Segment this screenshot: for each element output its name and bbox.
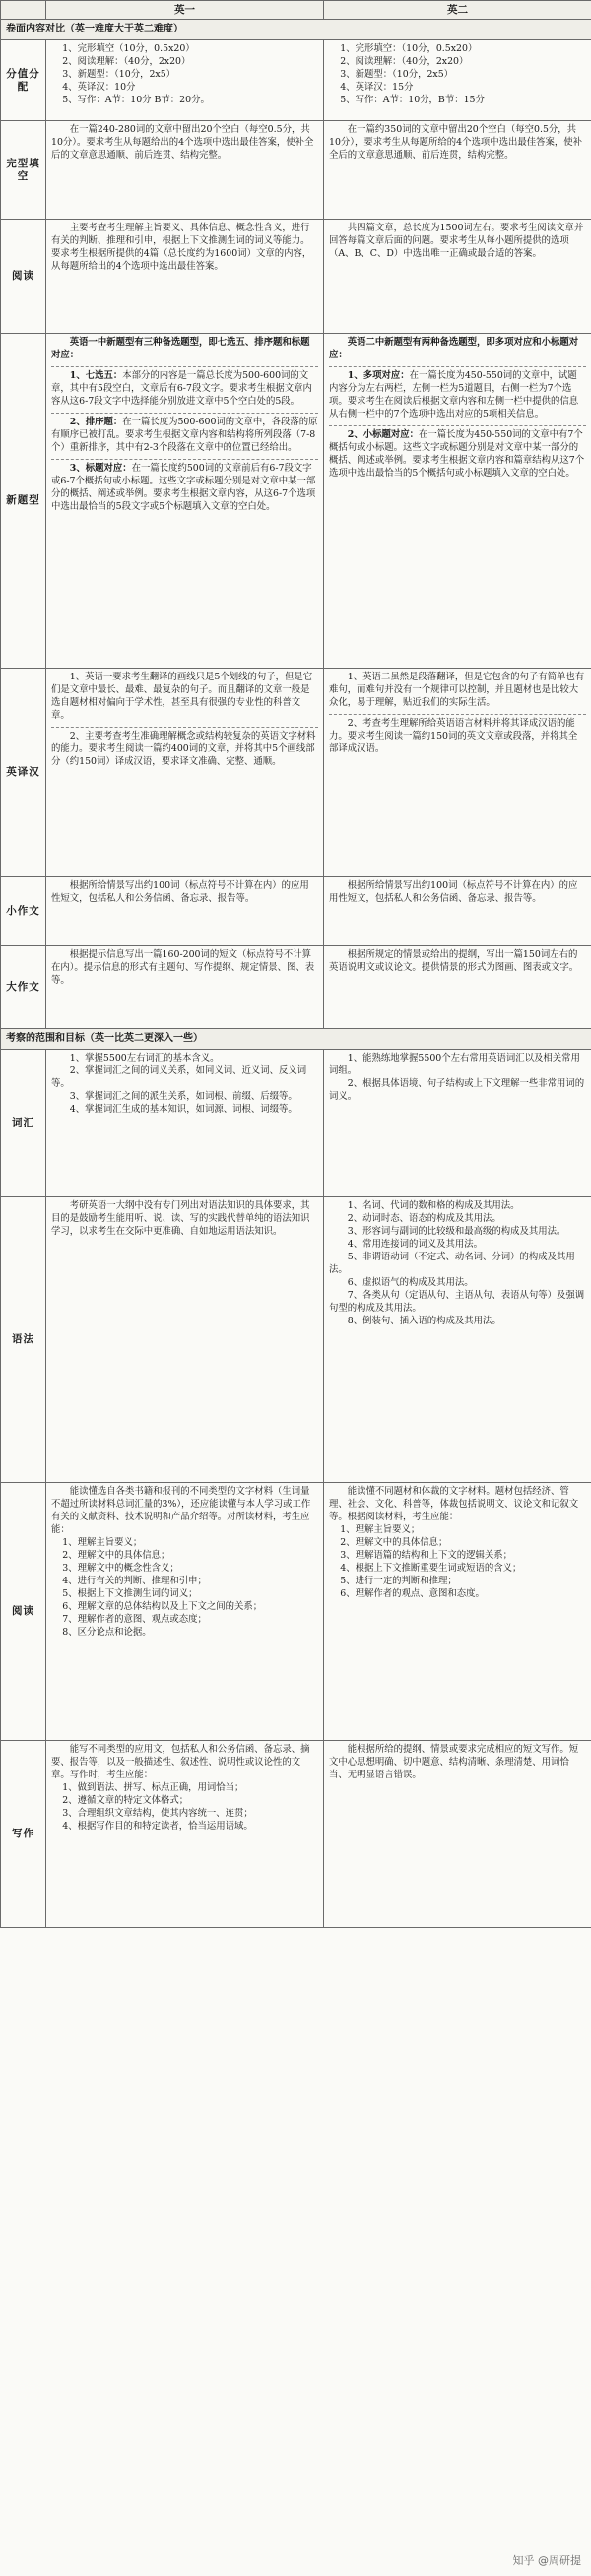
paragraph: 考研英语一大纲中没有专门列出对语法知识的具体要求，其目的是鼓励考生能用听、说、读、写的实践代替单纯的语法知识学习，以求考生在交际中更准确、自如地运用语法知识。 xyxy=(51,1200,310,1238)
small-essay-eng1 xyxy=(46,877,324,946)
paragraph: 共四篇文章，总长度为1500词左右。要求考生阅读文章并回答每篇文章后面的问题。要求考生从每小题所提供的选项（A、B、C、D）中选出唯一正确或最合适的答案。 xyxy=(329,223,584,260)
row-grammar xyxy=(1,1197,591,1483)
section-title-content: 卷面内容对比（英一难度大于英二难度） xyxy=(1,20,591,40)
paragraph: 能读懂不同题材和体裁的文字材料。题材包括经济、管理、社会、文化、科普等，体裁包括说明文、议论文和记叙文等。根据阅读材料，考生应能： xyxy=(329,1486,579,1523)
label-reading: 阅读 xyxy=(1,220,46,334)
paragraph: 根据所给情景写出约100词（标点符号不计算在内）的应用性短文，包括私人和公务信函、备忘录、报告等。 xyxy=(329,880,578,905)
grammar-eng2 xyxy=(324,1197,591,1483)
paragraph: 能根据所给的提纲、情景或要求完成相应的短文写作。短文中心思想明确、切中题意、结构清晰、条理清楚、用词恰当、无明显语言错误。 xyxy=(329,1744,579,1781)
list-item: 8、区分论点和论据。 xyxy=(62,1626,152,1638)
list-item: 3、理解语篇的结构和上下文的逻辑关系； xyxy=(340,1549,512,1561)
paragraph: 1、英语二虽然是段落翻译，但是它包含的句子有简单也有难句，而难句并没有一个规律可以控制，并且题材也是比较大众化，易于理解，贴近我们的实际生活。 xyxy=(329,672,585,709)
paragraph: 在一篇长度为450-550词的文章中，试题内容分为左右两栏，左侧一栏为5道题目，右侧一栏为7个选项。要求考生在阅读后根据文章内容和左侧一栏中提供的信息从右侧一栏中的7个选项中选出对应的5项相关信息。 xyxy=(329,370,579,420)
big-essay-eng1 xyxy=(46,946,324,1029)
paragraph: 在一篇长度约500词的文章前后有6-7段文字或6-7个概括句或小标题。这些文字或标题分别是对文章中某一部分的概括、阐述或举例。要求考生根据文章内容，从这6-7个选项中选出最恰当的5段文字或5个标题填入文章的空白处。 xyxy=(51,463,316,512)
list-item: 7、各类从句（定语从句、主语从句、表语从句等）及强调句型的构成及其用法。 xyxy=(329,1289,585,1314)
label-grammar: 语法 xyxy=(1,1197,46,1483)
reading-scope-eng1 xyxy=(46,1483,324,1741)
row-translation xyxy=(1,669,591,877)
new-type-eng1 xyxy=(46,334,324,669)
vocab-eng2 xyxy=(324,1050,591,1197)
paragraph: 2、主要考查考生准确理解概念或结构较复杂的英语文字材料的能力。要求考生阅读一篇约400词的文章，并将其中5个画线部分（约150词）译成汉语，要求译文准确、完整、通顺。 xyxy=(51,731,316,768)
eng1-header: 英一 xyxy=(46,1,324,20)
list-item: 8、倒装句、插入语的构成及其用法。 xyxy=(347,1315,501,1326)
row-cloze xyxy=(1,121,591,220)
new-type-eng2 xyxy=(324,334,591,669)
row-writing-scope xyxy=(1,1741,591,1928)
list-item: 3、理解文中的概念性含义； xyxy=(62,1562,179,1574)
list-item: 3、合理组织文章结构，使其内容统一、连贯； xyxy=(62,1807,253,1819)
eng2-header: 英二 xyxy=(324,1,591,20)
paragraph: 根据提示信息写出一篇160-200词的短文（标点符号不计算在内）。提示信息的形式有主题句、写作提纲、规定情景、图、表等。 xyxy=(51,949,315,987)
subheading: 1、多项对应： xyxy=(347,370,410,382)
header-row xyxy=(1,1,591,20)
list-item: 1、掌握5500左右词汇的基本含义。 xyxy=(69,1053,220,1064)
list-item: 1、能熟练地掌握5500个左右常用英语词汇以及相关常用词组。 xyxy=(329,1053,580,1077)
label-reading-scope: 阅读 xyxy=(1,1483,46,1741)
cloze-eng2 xyxy=(324,121,591,220)
reading-eng1 xyxy=(46,220,324,334)
section-title-scope: 考察的范围和目标（英一比英二更深入一些） xyxy=(1,1029,591,1050)
label-cloze: 完型填空 xyxy=(1,121,46,220)
list-item: 4、英译汉：10分 xyxy=(62,82,136,94)
row-big-essay xyxy=(1,946,591,1029)
paragraph: 在一篇长度为450-550词的文章中有7个概括句或小标题。这些文字或标题分别是对文章中某一部分的概括、阐述或举例。要求考生根据文章内容和篇章结构从这7个选项中选出最恰当的5个概括句或小标题填入文章的空白处。 xyxy=(329,429,585,479)
list-item: 1、完形填空（10分，0.5x20） xyxy=(62,43,195,55)
list-item: 2、理解文中的具体信息； xyxy=(340,1536,448,1548)
label-scores: 分值分配 xyxy=(1,40,46,121)
list-item: 4、进行有关的判断、推理和引申； xyxy=(62,1575,207,1586)
row-scores xyxy=(1,40,591,121)
new-type-heading: 英语一中新题型有三种备选题型，即七选五、排序题和标题对应： xyxy=(51,337,310,361)
list-item: 3、形容词与副词的比较级和最高级的构成及其用法。 xyxy=(347,1226,566,1238)
label-new-type: 新题型 xyxy=(1,334,46,669)
row-new-type xyxy=(1,334,591,669)
list-item: 6、理解文章的总体结构以及上下文之间的关系； xyxy=(62,1600,263,1612)
list-item: 2、遵循文章的特定文体格式； xyxy=(62,1794,189,1806)
subheading: 2、小标题对应： xyxy=(347,429,419,441)
list-item: 3、掌握词汇之间的派生关系，如词根、前缀、后缀等。 xyxy=(69,1090,297,1102)
list-item: 3、新题型：（10分，2x5） xyxy=(62,69,176,81)
list-item: 5、进行一定的判断和推理； xyxy=(340,1575,457,1586)
big-essay-eng2 xyxy=(324,946,591,1029)
list-item: 1、理解主旨要义； xyxy=(62,1536,143,1548)
list-item: 2、理解文中的具体信息； xyxy=(62,1549,170,1561)
list-item: 5、写作：A节：10分，B节：15分 xyxy=(340,95,485,106)
list-item: 3、新题型：（10分，2x5） xyxy=(340,69,454,81)
new-type-heading: 英语二中新题型有两种备选题型，即多项对应和小标题对应： xyxy=(329,337,579,361)
list-item: 1、名词、代词的数和格的构成及其用法。 xyxy=(347,1200,520,1212)
paragraph: 能读懂选自各类书籍和报刊的不同类型的文字材料（生词量不超过所读材料总词汇量的3%），还应能读懂与本人学习或工作有关的文献资料、技术说明和产品介绍等。对所读材料，考生应能： xyxy=(51,1486,311,1535)
subheading: 2、排序题： xyxy=(69,417,123,428)
translation-eng2 xyxy=(324,669,591,877)
paragraph: 主要考查考生理解主旨要义、具体信息、概念性含义，进行有关的判断、推理和引申，根据上下文推测生词的词义等能力。要求考生根据所提供的4篇（总长度约为1600词）文章的内容，从每题所给出的4个选项中选出最佳答案。 xyxy=(51,223,312,273)
list-item: 4、根据上下文推断重要生词或短语的含义； xyxy=(340,1562,522,1574)
cloze-eng1 xyxy=(46,121,324,220)
corner-cell xyxy=(1,1,46,20)
list-item: 1、做到语法、拼写、标点正确，用词恰当； xyxy=(62,1781,244,1793)
label-big-essay: 大作文 xyxy=(1,946,46,1029)
list-item: 2、动词时态、语态的构成及其用法。 xyxy=(347,1213,501,1225)
list-item: 2、掌握词汇之间的词义关系，如同义词、近义词、反义词等。 xyxy=(51,1065,307,1090)
row-reading xyxy=(1,220,591,334)
list-item: 2、阅读理解：（40分，2x20） xyxy=(62,56,191,68)
subheading: 3、标题对应： xyxy=(69,463,132,475)
paragraph: 根据所规定的情景或给出的提纲，写出一篇150词左右的英语说明文或议论文。提供情景的形式为图画、图表或文字。 xyxy=(329,949,579,974)
paragraph: 根据所给情景写出约100词（标点符号不计算在内）的应用性短文，包括私人和公务信函、备忘录、报告等。 xyxy=(51,880,309,905)
paragraph: 在一篇长度为500-600词的文章中，各段落的原有顺序已被打乱。要求考生根据文章内容和结构将所列段落（7-8个）重新排序，其中有2-3个段落在文章中的位置已经给出。 xyxy=(51,417,318,454)
row-reading-scope xyxy=(1,1483,591,1741)
label-vocab: 词汇 xyxy=(1,1050,46,1197)
paragraph: 2、考查考生理解所给英语语言材料并将其译成汉语的能力。要求考生阅读一篇约150词的英文文章或段落，并将其全部译成汉语。 xyxy=(329,718,578,755)
row-small-essay xyxy=(1,877,591,946)
paragraph: 本部分的内容是一篇总长度为500-600词的文章，其中有5段空白，文章后有6-7段文字。要求考生根据文章内容从这6-7段文字中选择能分别放进文章中5个空白处的5段。 xyxy=(51,370,312,408)
list-item: 4、常用连接词的词义及其用法。 xyxy=(347,1238,484,1250)
translation-eng1 xyxy=(46,669,324,877)
writing-scope-eng1 xyxy=(46,1741,324,1928)
grammar-eng1 xyxy=(46,1197,324,1483)
scores-eng1 xyxy=(46,40,324,121)
reading-scope-eng2 xyxy=(324,1483,591,1741)
writing-scope-eng2 xyxy=(324,1741,591,1928)
list-item: 6、理解作者的观点、意图和态度。 xyxy=(340,1587,485,1599)
vocab-eng1 xyxy=(46,1050,324,1197)
paragraph: 能写不同类型的应用文，包括私人和公务信函、备忘录、摘要、报告等，以及一般描述性、叙述性、说明性或议论性的文章。写作时，考生应能： xyxy=(51,1744,310,1781)
list-item: 2、根据具体语境、句子结构或上下文理解一些非常用词的词义。 xyxy=(329,1078,585,1102)
list-item: 5、写作：A节：10分 B节：20分。 xyxy=(62,95,210,106)
list-item: 4、根据写作目的和特定读者，恰当运用语域。 xyxy=(62,1820,253,1832)
subheading: 1、七选五： xyxy=(69,370,123,382)
reading-eng2 xyxy=(324,220,591,334)
scores-eng2 xyxy=(324,40,591,121)
list-item: 7、理解作者的意图、观点或态度； xyxy=(62,1613,207,1625)
list-item: 5、非谓语动词（不定式、动名词、分词）的构成及其用法。 xyxy=(329,1251,575,1275)
list-item: 1、完形填空：（10分，0.5x20） xyxy=(340,43,478,55)
list-item: 5、根据上下文推测生词的词义； xyxy=(62,1587,198,1599)
list-item: 2、阅读理解：（40分，2x20） xyxy=(340,56,469,68)
paragraph: 在一篇约350词的文章中留出20个空白（每空0.5分，共10分），要求考生从每题所给的4个选项中选出最佳答案，使补全后的文章意思通顺、前后连贯，结构完整。 xyxy=(329,124,582,161)
small-essay-eng2 xyxy=(324,877,591,946)
paragraph: 在一篇240-280词的文章中留出20个空白（每空0.5分，共10分）。要求考生从每题给出的4个选项中选出最佳答案，使补全后的文章意思通顺、前后连贯、结构完整。 xyxy=(51,124,314,161)
label-small-essay: 小作文 xyxy=(1,877,46,946)
label-translation: 英译汉 xyxy=(1,669,46,877)
row-vocab xyxy=(1,1050,591,1197)
watermark: 知乎 @周研提 xyxy=(512,2553,581,2567)
paragraph: 1、英语一要求考生翻译的画线只是5个划线的句子，但是它们是文章中最长、最难、最复杂的句子。而且翻译的文章一般是选自题材相对偏向于学术性，甚至具有很强的专业性的科普文章。 xyxy=(51,672,313,722)
list-item: 6、虚拟语气的构成及其用法。 xyxy=(347,1276,474,1288)
list-item: 1、理解主旨要义； xyxy=(340,1523,421,1535)
list-item: 4、英译汉：15分 xyxy=(340,82,414,94)
label-writing-scope: 写作 xyxy=(1,1741,46,1928)
list-item: 4、掌握词汇生成的基本知识，如词源、词根、词缀等。 xyxy=(69,1103,297,1115)
